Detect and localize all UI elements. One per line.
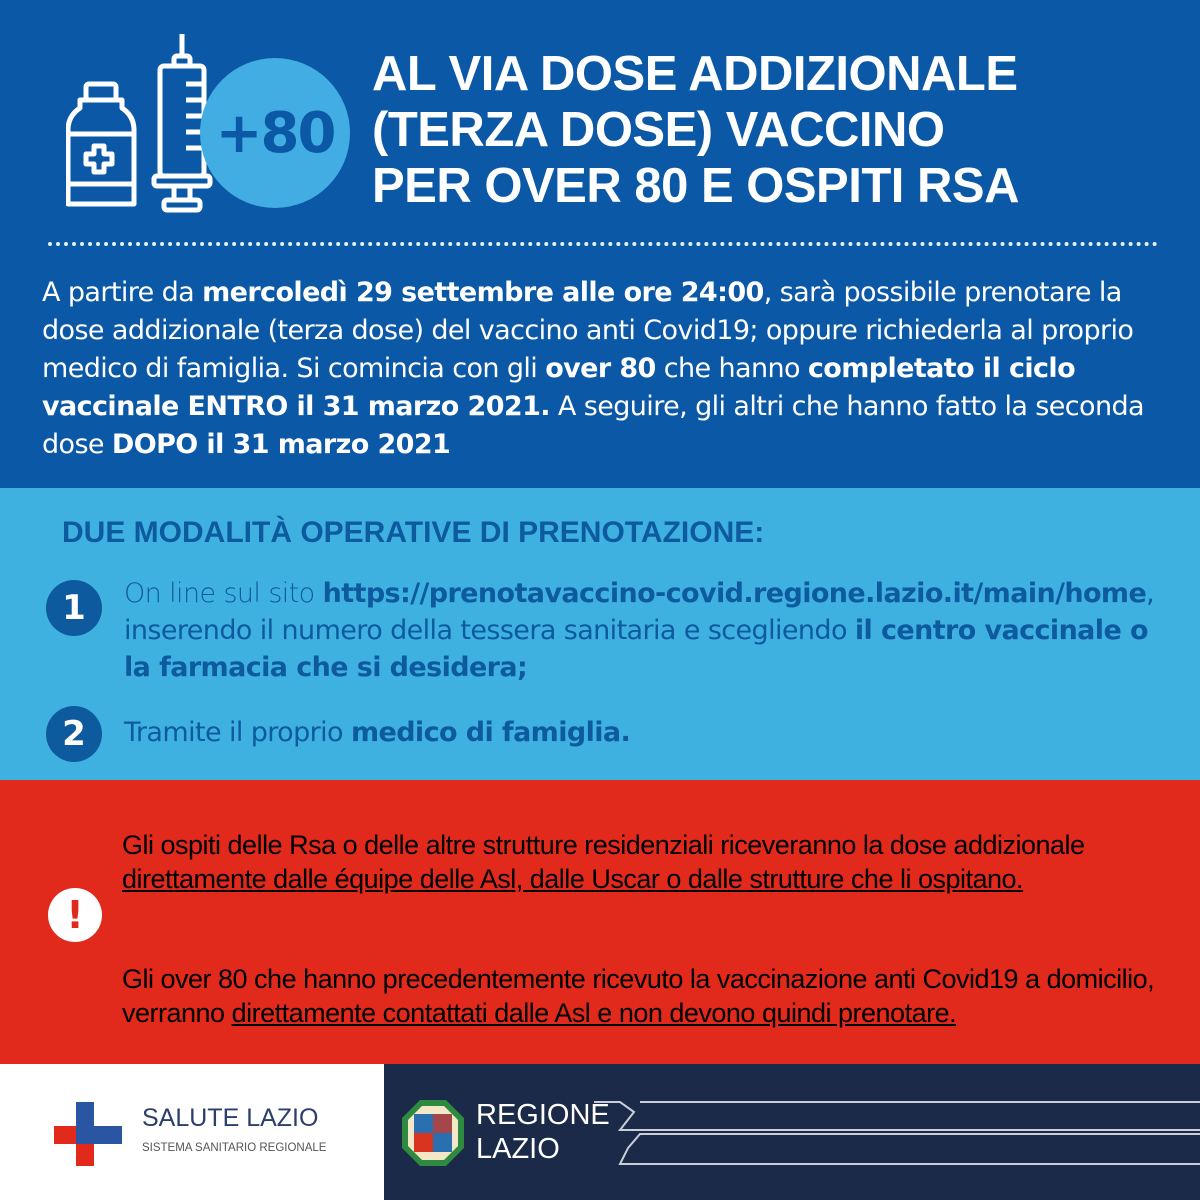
dotted-divider bbox=[48, 242, 1158, 246]
notice-home-vaccinated: Gli over 80 che hanno precedentemente ricevuto la vaccinazione anti Covid19 a domicilio, verranno direttamente contattati dalle Asl e non devono quindi prenotare. bbox=[122, 964, 1155, 1028]
salute-lazio-subtitle: SISTEMA SANITARIO REGIONALE bbox=[142, 1142, 327, 1154]
cross-logo-icon bbox=[54, 1102, 124, 1166]
header-section bbox=[0, 0, 1200, 488]
regione-coat-of-arms-icon bbox=[400, 1098, 466, 1168]
title-line: PER OVER 80 E OSPITI RSA bbox=[372, 159, 1019, 213]
page-title bbox=[372, 46, 1019, 214]
booking-link[interactable]: https://prenotavaccino-covid.regione.lazio.it/main/home bbox=[322, 578, 1147, 609]
step-number-2: 2 bbox=[46, 706, 102, 762]
salute-lazio-logo bbox=[0, 1064, 384, 1200]
booking-modes-heading: DUE MODALITÀ OPERATIVE DI PRENOTAZIONE: bbox=[62, 516, 765, 549]
over-80-badge: +80 bbox=[200, 58, 350, 208]
regione-lazio-logo bbox=[384, 1064, 1200, 1200]
step-number-1: 1 bbox=[46, 580, 102, 636]
title-line: (TERZA DOSE) VACCINO bbox=[372, 103, 945, 157]
intro-text: A partire da mercoledì 29 settembre alle ore 24:00, sarà possibile prenotare la dose addizionale (terza dose) del vaccino anti Covid19; oppure richiederla al proprio medico di famiglia. Si comincia con gli over 80 che hanno completato il ciclo vaccinale ENTRO il 31 marzo 2021. A seguire, gli altri che hanno fatto la seconda dose DOPO il 31 marzo 2021 bbox=[42, 277, 1144, 460]
decorative-lines bbox=[594, 1100, 1200, 1166]
salute-lazio-title: SALUTE LAZIO bbox=[142, 1104, 319, 1132]
regione-lazio-text: REGIONE LAZIO bbox=[476, 1099, 610, 1165]
mode-item-doctor: Tramite il proprio medico di famiglia. bbox=[124, 717, 631, 748]
title-line: AL VIA DOSE ADDIZIONALE bbox=[372, 47, 1018, 101]
vaccine-vial-syringe-icon bbox=[66, 34, 216, 214]
mode-item-online: On line sul sito https://prenotavaccino-covid.regione.lazio.it/main/home, inserendo il numero della tessera sanitaria e scegliendo il centro vaccinale o la farmacia che si desidera; bbox=[124, 578, 1155, 683]
notice-rsa: Gli ospiti delle Rsa o delle altre strutture residenziali riceveranno la dose addizionale direttamente dalle équipe delle Asl, dalle Uscar o dalle strutture che li ospitano. bbox=[122, 830, 1085, 894]
exclamation-icon: ! bbox=[48, 888, 102, 942]
